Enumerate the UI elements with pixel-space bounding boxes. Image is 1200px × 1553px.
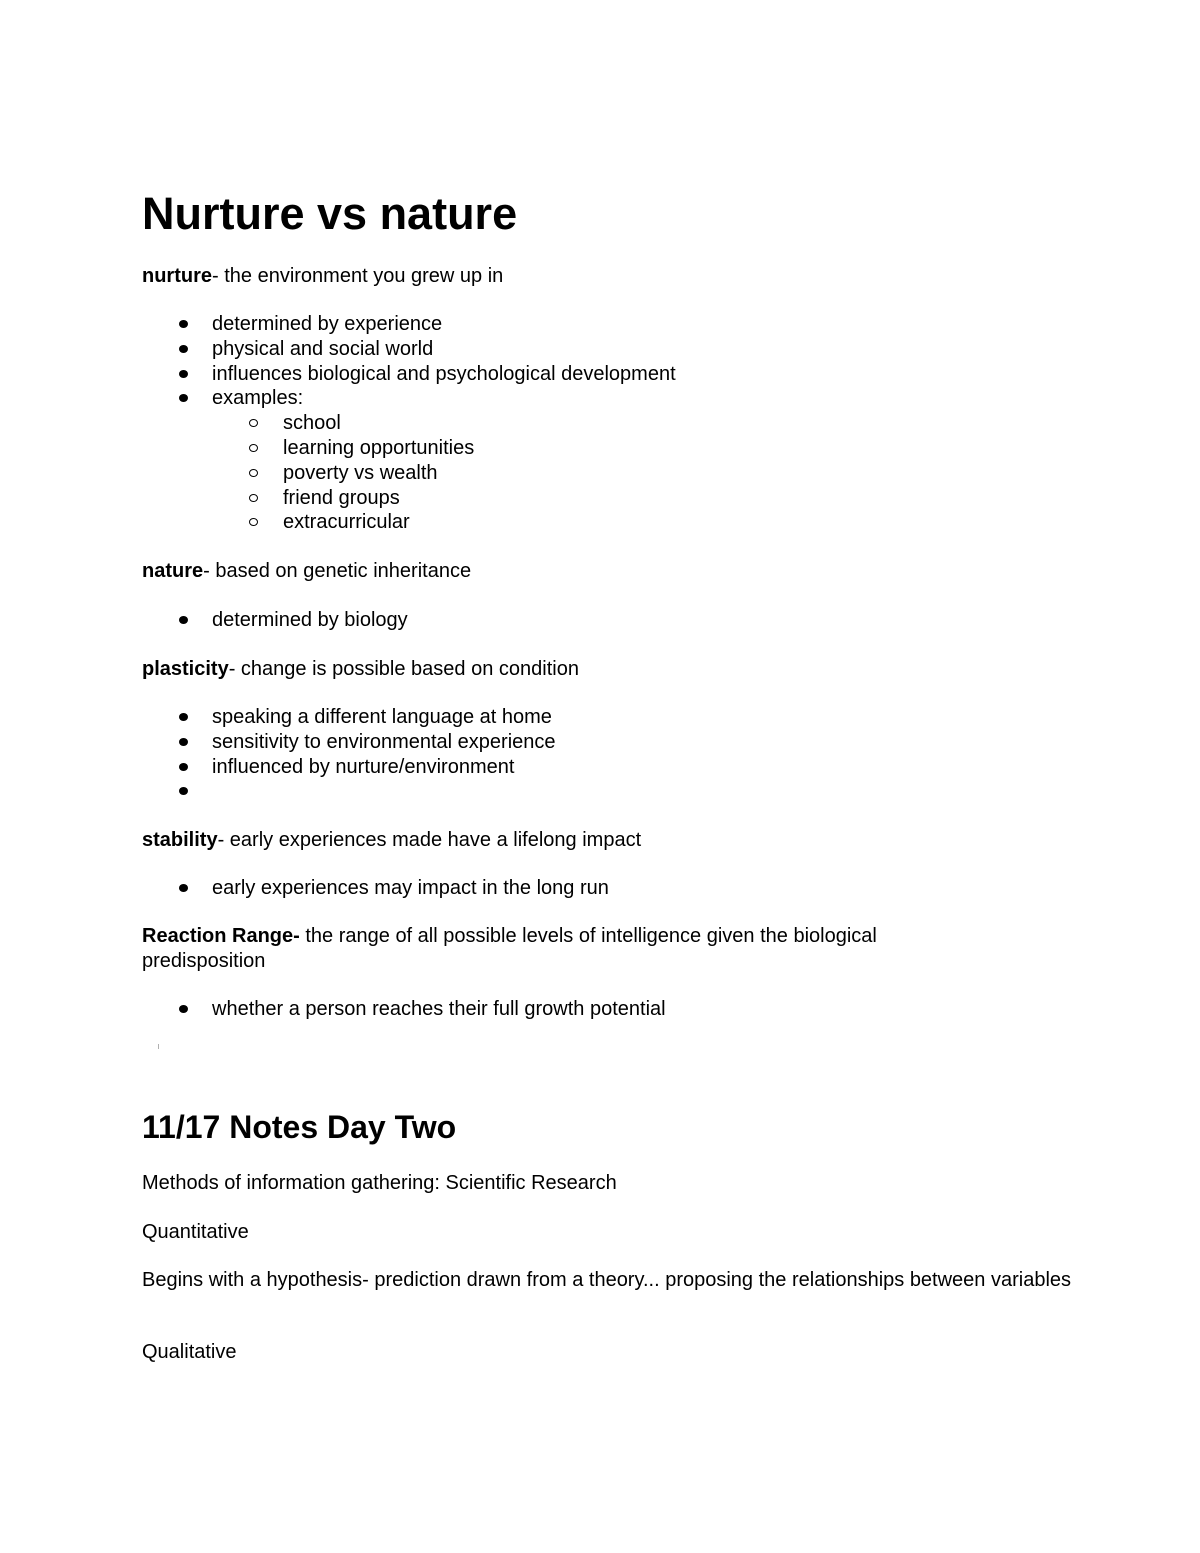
quantitative-paragraph: Quantitative <box>142 1221 249 1243</box>
hollow-bullet-icon <box>249 469 258 477</box>
methods-paragraph: Methods of information gathering: Scientific Research <box>142 1172 617 1194</box>
sub-list-item-text: friend groups <box>283 486 400 509</box>
list-item <box>142 337 1042 362</box>
sub-list-item-text: learning opportunities <box>283 436 475 459</box>
sub-list-item <box>142 436 1042 461</box>
sub-list-item <box>142 486 1042 511</box>
list-item-text: influenced by nurture/environment <box>212 755 515 778</box>
list-item <box>142 730 1042 755</box>
nature-bullet-list <box>142 608 1042 633</box>
hollow-bullet-icon <box>249 494 258 502</box>
plasticity-definition-text: - change is possible based on condition <box>228 658 579 680</box>
bullet-icon <box>179 787 188 795</box>
bullet-icon <box>179 616 188 624</box>
sub-list-item-text: school <box>283 412 341 435</box>
bullet-icon <box>179 320 188 328</box>
term-reaction-range: Reaction Range- <box>142 925 300 947</box>
sub-list-item-text: extracurricular <box>283 511 410 534</box>
reaction-range-bullet-list <box>142 997 1042 1022</box>
nurture-definition <box>142 264 1082 289</box>
list-item <box>142 312 1042 337</box>
term-nurture: nurture <box>142 265 212 287</box>
nurture-bullet-list <box>142 312 1042 535</box>
stability-bullet-list <box>142 876 1042 901</box>
term-plasticity: plasticity <box>142 658 229 680</box>
list-item <box>142 608 1042 633</box>
list-item <box>142 997 1042 1022</box>
list-item <box>142 386 1042 411</box>
sub-list-item <box>142 411 1042 436</box>
hollow-bullet-icon <box>249 419 258 427</box>
hollow-bullet-icon <box>249 518 258 526</box>
list-item-text: early experiences may impact in the long run <box>212 877 609 899</box>
list-item <box>142 705 1042 730</box>
list-item <box>142 779 1042 804</box>
bullet-icon <box>179 345 188 353</box>
list-item <box>142 755 1042 780</box>
bullet-icon <box>179 738 188 746</box>
bullet-icon <box>179 394 188 402</box>
page-title: Nurture vs nature <box>142 188 518 239</box>
list-item <box>142 876 1042 901</box>
list-item-text: whether a person reaches their full growth potential <box>212 998 666 1020</box>
nature-definition-text: - based on genetic inheritance <box>203 560 472 582</box>
sub-list-item <box>142 461 1042 486</box>
list-item <box>142 362 1042 387</box>
plasticity-bullet-list <box>142 705 1042 804</box>
reaction-range-definition-text: the range of all possible levels of intelligence given the biological predisposition <box>142 925 877 972</box>
section-heading: 11/17 Notes Day Two <box>142 1109 457 1145</box>
bullet-icon <box>179 1005 188 1013</box>
sub-list-item-text: poverty vs wealth <box>283 461 438 484</box>
hypothesis-paragraph: Begins with a hypothesis- prediction drawn from a theory... proposing the relationships between variables <box>142 1269 1072 1291</box>
nature-definition <box>142 559 1082 584</box>
qualitative-paragraph: Qualitative <box>142 1341 237 1363</box>
hollow-bullet-icon <box>249 444 258 452</box>
list-item-text: sensitivity to environmental experience <box>212 730 556 753</box>
list-item-text: determined by biology <box>212 609 408 631</box>
term-nature: nature <box>142 560 204 582</box>
plasticity-definition <box>142 657 1082 682</box>
list-item-text: examples: <box>212 387 304 410</box>
nurture-definition-text: - the environment you grew up in <box>212 265 504 287</box>
list-item-text: physical and social world <box>212 337 434 360</box>
bullet-icon <box>179 884 188 892</box>
bullet-icon <box>179 763 188 771</box>
stability-definition <box>142 828 1082 853</box>
list-item-text: speaking a different language at home <box>212 706 552 728</box>
list-item-text: influences biological and psychological development <box>212 362 676 385</box>
sub-list-item <box>142 510 1042 535</box>
stray-mark <box>158 1044 159 1049</box>
list-item-text: determined by experience <box>212 313 443 335</box>
stability-definition-text: - early experiences made have a lifelong impact <box>217 829 642 851</box>
bullet-icon <box>179 713 188 721</box>
bullet-icon <box>179 370 188 378</box>
term-stability: stability <box>142 829 218 851</box>
reaction-range-definition <box>142 924 972 974</box>
